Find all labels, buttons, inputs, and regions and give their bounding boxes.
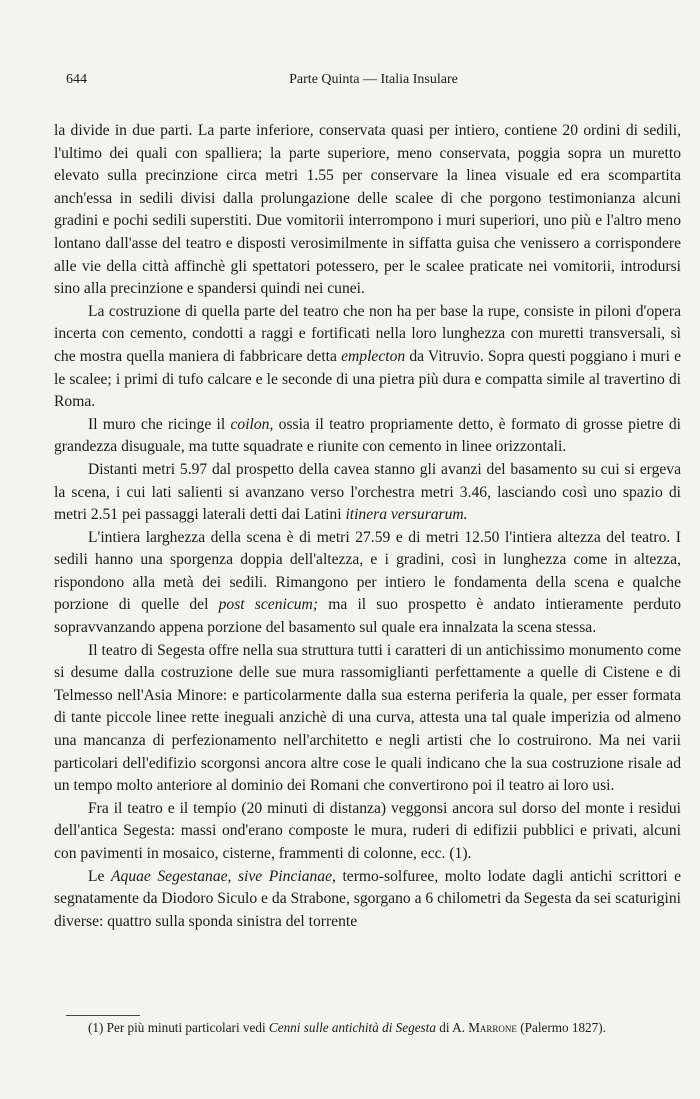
italic-term: coilon (230, 415, 270, 433)
text-run: Il teatro di Segesta offre nella sua struttura tutti i caratteri di un antichissimo monumento come si desume dalla costruzione delle sue mura rassomiglianti perfettamente a quelle di Cistene e di Telmesso nell'Asia Minore: e particolarmente dalla sua esterna periferia la quale, per esser formata di tante piccole linee rette ineguali anzichè di una curva, attesta una tal quale imperizia od almeno una mancanza di perfezionamento nell'architetto e negli artisti che lo costruirono. Ma nei varii particolari dell'edifizio scorgonsi ancora altre cose le quali indicano che la sua costruzione risale ad un tempo molto anteriore al dominio dei Romani che convertirono poi il teatro ai loro usi. (54, 641, 681, 795)
footnote-text: (1) Per più minuti particolari vedi (88, 1020, 269, 1035)
page-number: 644 (66, 72, 87, 87)
text-run: la divide in due parti. La parte inferiore, conservata quasi per intiero, contiene 20 ordini di sedili, l'ultimo dei quali con spalliera; la parte superiore, meno conservata, poggia sopra un muretto elevato sulla precinzione circa metri 1.55 per conservare la linea visuale ed era scompartita anch'essa in sedili divisi dalla prolungazione delle scalee di che porgono testimonianza alcuni gradini e pochi sedili superstiti. Due vomitorii interrompono i muri superiori, uno più e l'altro meno lontano dall'asse del teatro e disposti verosimilmente in siffatta guisa che venissero a corrispondere alle vie della città affinchè gli spettatori potessero, per le scalee praticate nei vomitorii, introdursi sino alla precinzione e spandersi quindi nei cunei. (54, 122, 681, 298)
text-run: La costruzione di quella parte del teatro che non ha per base la rupe, consiste in piloni d'opera incerta con cemento, condotti a raggi e fortificati nella loro lunghezza con muretti transversali, sì che mostra quella maniera di fabbricare detta (54, 302, 681, 365)
italic-term: emplecton (341, 347, 406, 365)
text-run: , ossia il teatro propriamente detto, è formato di grosse pietre di grandezza disuguale, ma tutte squadrate e riunite con cemento in linee orizzontali. (54, 415, 681, 456)
text-run: L'intiera larghezza della scena è di metri 27.59 e di metri 12.50 l'intiera altezza del teatro. I sedili hanno una sporgenza doppia dell'altezza, e i gradini, così in lunghezza come in altezza, rispondono alla metà dei sedili. Rimangono per intiero le fondamenta della scena e qualche porzione di quelle del (54, 528, 681, 614)
running-head: Parte Quinta — Italia Insulare (289, 72, 458, 87)
footnote (54, 1019, 681, 1036)
paragraph (54, 120, 681, 301)
paragraph (54, 798, 681, 866)
footnote-text: Cenni sulle antichità di Segesta (268, 1020, 436, 1035)
text-run: Il muro che ricinge il (88, 415, 231, 433)
text-run: Fra il teatro e il tempio (20 minuti di distanza) veggonsi ancora sul dorso del monte i residui dell'antica Segesta: massi ond'erano composte le mura, ruderi di edifizii pubblici e privati, alcuni con pavimenti in mosaico, cisterne, frammenti di colonne, ecc. (1). (54, 799, 681, 862)
text-run: Le (88, 867, 111, 885)
text-run: ma il suo prospetto è andato intieramente perduto sopravvanzando appena porzione del basamento sul quale era innalzata la scena stessa. (54, 596, 682, 637)
paragraph (54, 301, 681, 414)
page-header (66, 72, 681, 94)
paragraph (54, 866, 681, 934)
italic-term: Aquae Segestanae, sive Pincianae (111, 867, 333, 885)
italic-term: post scenicum; (218, 596, 319, 614)
footnote-text: Marrone (468, 1020, 517, 1035)
paragraph (54, 640, 681, 798)
text-run: Distanti metri 5.97 dal prospetto della cavea stanno gli avanzi del basamento su cui si ergeva la scena, i cui lati salienti si avanzano verso l'orchestra metri 3.46, lasciando così uno spazio di metri 2.51 pei passaggi laterali detti dai Latini (54, 460, 681, 524)
footnote-rule (66, 1015, 140, 1016)
paragraph (54, 459, 681, 527)
footnote-text: di A. (435, 1020, 469, 1035)
footnote-text: (Palermo 1827). (516, 1020, 606, 1035)
italic-term: itinera versurarum. (345, 506, 468, 524)
paragraph (54, 414, 681, 459)
paragraph (54, 527, 681, 640)
text-run: , termo-solfuree, molto lodate dagli antichi scrittori e segnatamente da Diodoro Siculo e da Strabone, sgorgano a 6 chilometri da Segesta da sei scaturigini diverse: quattro sulla sponda sinistra del torrente (54, 867, 681, 930)
text-run: da Vitruvio. Sopra questi poggiano i muri e le scalee; i primi di tufo calcare e le seconde di una pietra più dura e compatta simile al travertino di Roma. (54, 347, 682, 411)
body-text (54, 120, 681, 933)
